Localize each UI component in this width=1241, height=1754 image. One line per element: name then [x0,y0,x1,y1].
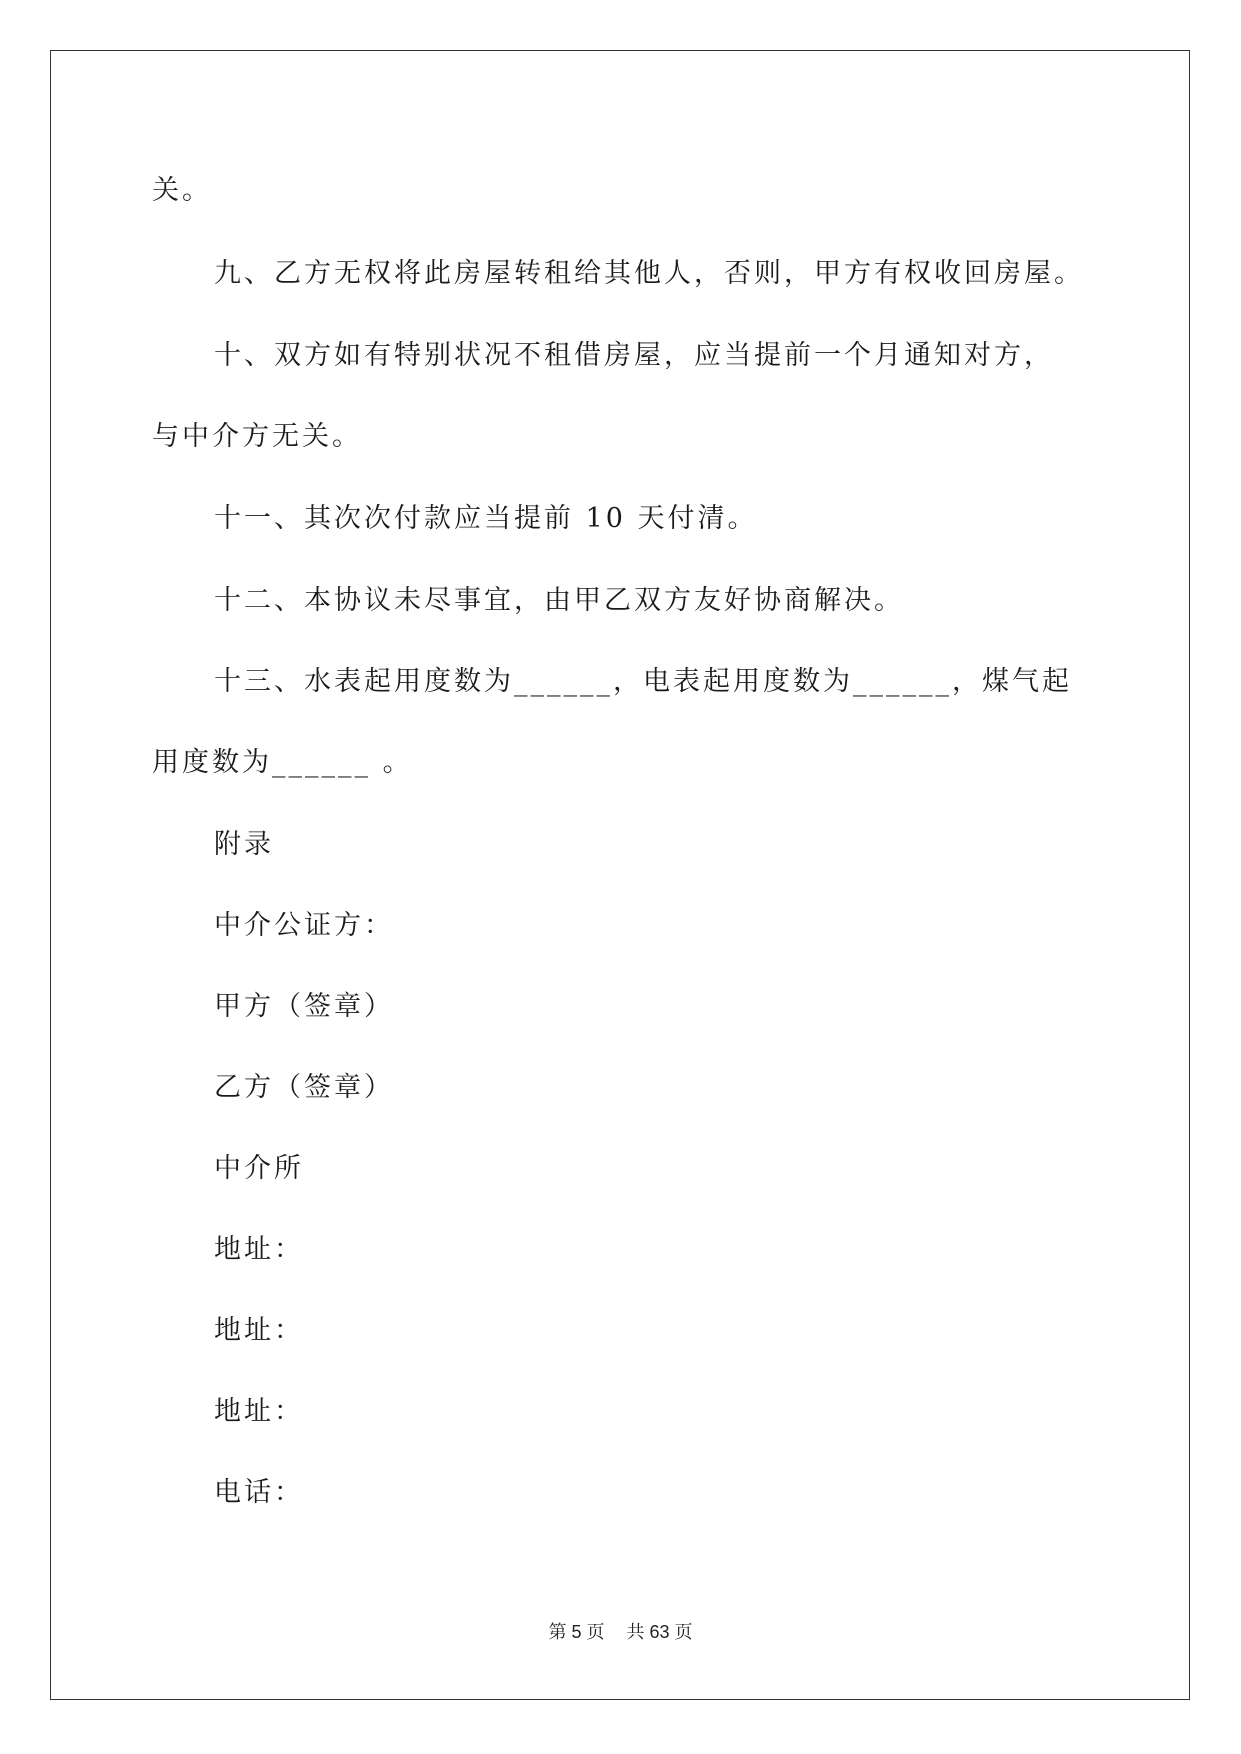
agency-label: 中介所 [214,1153,304,1184]
address-label-3: 地址： [214,1396,304,1427]
clause-9: 九、乙方无权将此房屋转租给其他人，否则，甲方有权收回房屋。 [214,258,1084,289]
clause-13: 十三、水表起用度数为______，电表起用度数为______，煤气起 [214,666,1072,697]
clause-10: 十、双方如有特别状况不租借房屋，应当提前一个月通知对方， [214,340,1054,371]
address-label-2: 地址： [214,1315,304,1346]
paragraph-continuation: 关。 [152,175,212,206]
party-a-signature: 甲方（签章） [214,991,394,1022]
clause-10-continuation: 与中介方无关。 [152,421,362,452]
address-label-1: 地址： [214,1234,304,1265]
clause-13-continuation: 用度数为______ 。 [152,747,413,778]
clause-12: 十二、本协议未尽事宜，由甲乙双方友好协商解决。 [214,585,904,616]
page-frame [50,50,1190,1700]
party-b-signature: 乙方（签章） [214,1072,394,1103]
notary-label: 中介公证方： [214,910,394,941]
clause-11: 十一、其次次付款应当提前 10 天付清。 [214,503,758,534]
page-total: 共 63 页 [626,1622,693,1642]
page-footer [0,1621,1241,1643]
appendix-heading: 附录 [214,829,274,860]
phone-label: 电话： [214,1477,304,1508]
page-number: 第 5 页 [548,1622,605,1642]
